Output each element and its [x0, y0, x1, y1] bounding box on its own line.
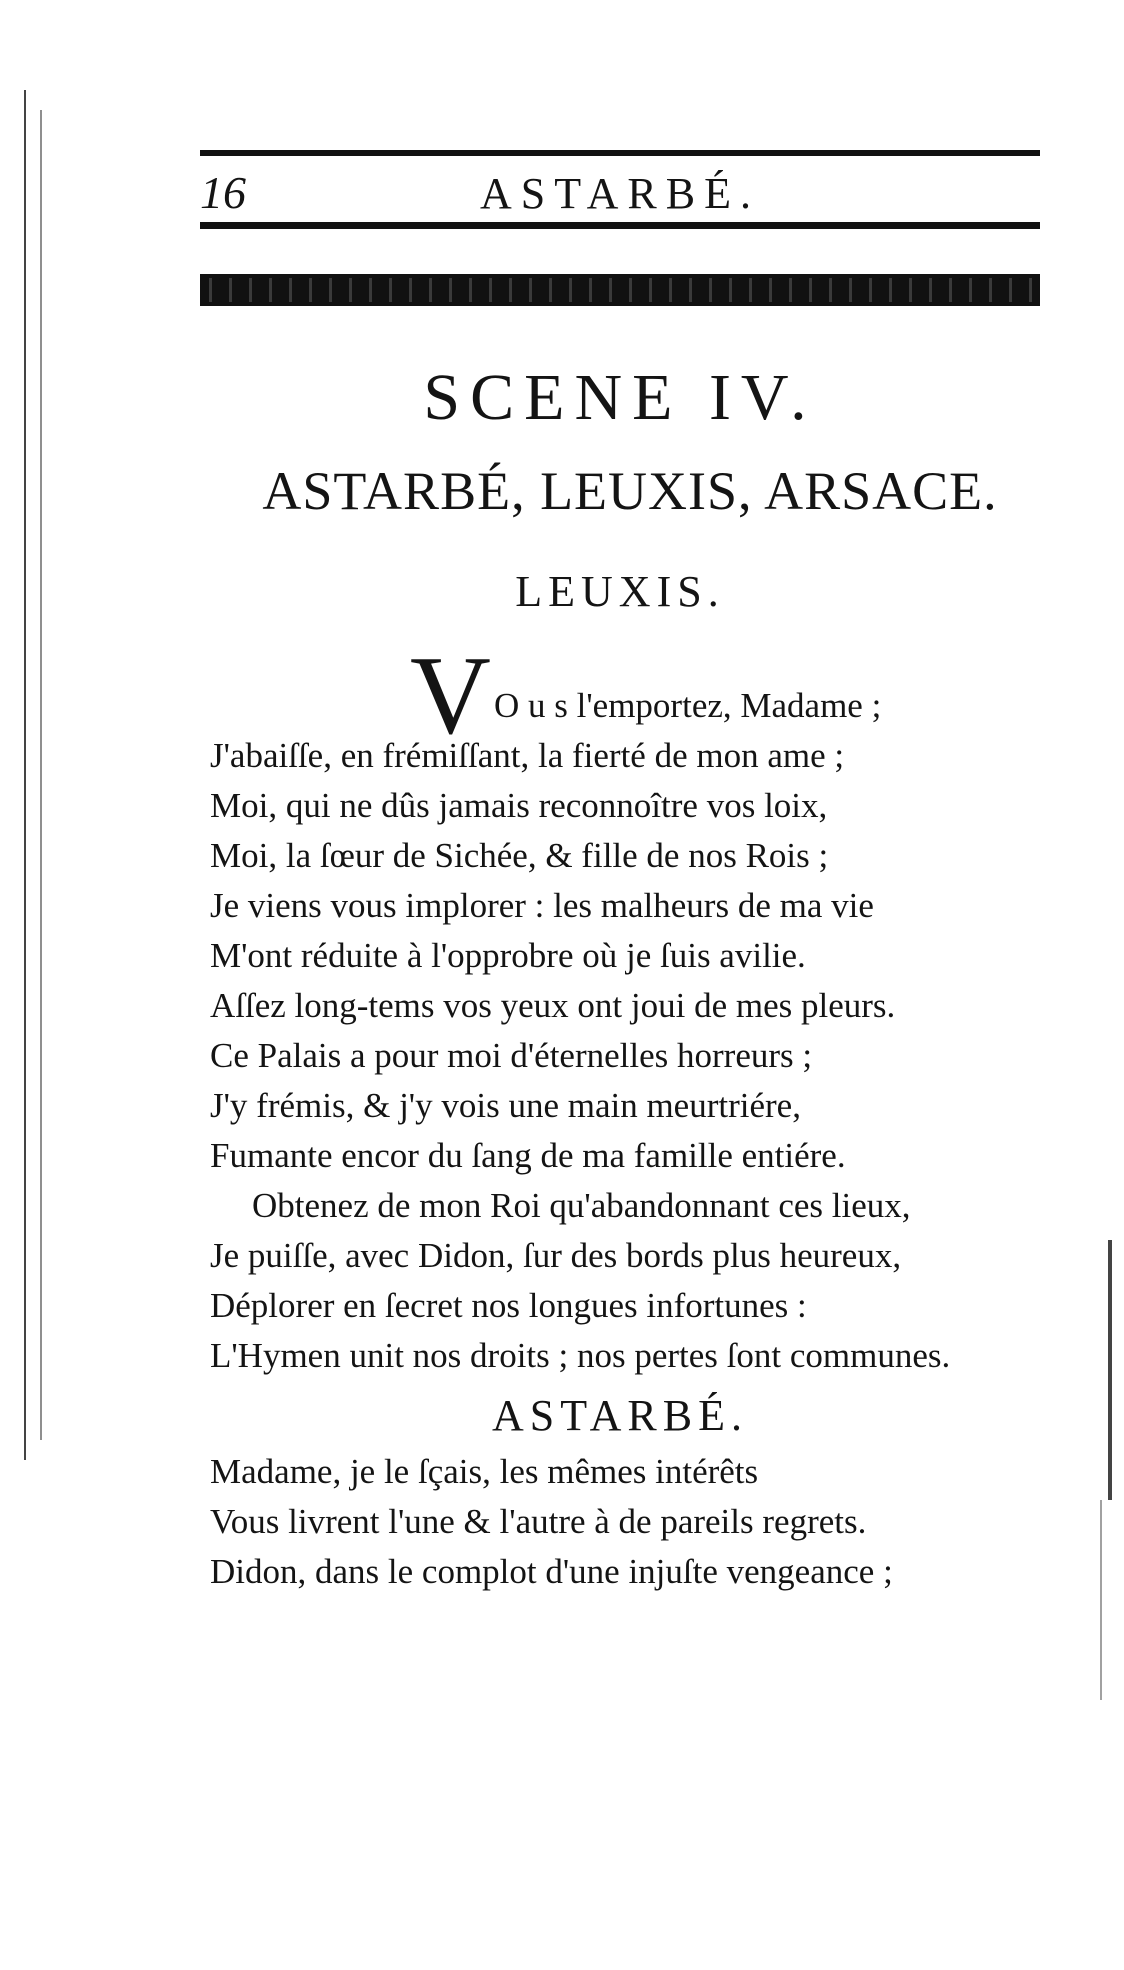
verse-line: Fumante encor du ſang de ma famille entiére. — [210, 1136, 846, 1175]
verse-line: J'y frémis, & j'y vois une main meurtriére, — [210, 1086, 801, 1125]
ornament-bottom-rule — [200, 302, 1040, 306]
ornamental-band — [200, 278, 1040, 302]
verse-line: M'ont réduite à l'opprobre où je ſuis avilie. — [210, 936, 806, 975]
verse-line: Madame, je le ſçais, les mêmes intérêts — [210, 1452, 759, 1491]
verse-line: L'Hymen unit nos droits ; nos pertes ſont communes. — [210, 1336, 951, 1375]
speaker-name: LEUXIS. — [515, 567, 725, 616]
verse-line: Aſſez long-tems vos yeux ont joui de mes pleurs. — [210, 986, 896, 1025]
verse-line: Moi, la ſœur de Sichée, & fille de nos Rois ; — [210, 836, 829, 875]
running-head — [200, 166, 1040, 226]
scan-edge-line — [1100, 1500, 1102, 1700]
scan-edge-line — [24, 90, 26, 1460]
scan-edge-line — [1108, 1240, 1112, 1500]
speaker-name: ASTARBÉ. — [492, 1391, 748, 1440]
verse-line: Didon, dans le complot d'une injuſte vengeance ; — [210, 1552, 893, 1591]
scan-edge-line — [40, 110, 42, 1440]
scene-characters: ASTARBÉ, LEUXIS, ARSACE. — [262, 461, 998, 521]
verse-line: Je puiſſe, avec Didon, ſur des bords plus heureux, — [210, 1236, 902, 1275]
verse-line: Je viens vous implorer : les malheurs de ma vie — [210, 886, 874, 925]
verse-line: Déplorer en ſecret nos longues infortunes : — [210, 1286, 807, 1325]
verse-line: O u s l'emportez, Madame ; — [494, 686, 882, 725]
verse-line: J'abaiſſe, en frémiſſant, la fierté de mon ame ; — [210, 736, 845, 775]
verse-line: Moi, qui ne dûs jamais reconnoître vos loix, — [210, 786, 828, 825]
scene-title: SCENE IV. — [423, 361, 817, 434]
verse-line: Vous livrent l'une & l'autre à de pareils regrets. — [210, 1502, 867, 1541]
verse-line: Obtenez de mon Roi qu'abandonnant ces lieux, — [252, 1186, 911, 1225]
page-number: 16 — [200, 167, 246, 218]
drop-cap: V — [410, 634, 491, 758]
verse-line: Ce Palais a pour moi d'éternelles horreurs ; — [210, 1036, 813, 1075]
header-bottom-rule — [200, 222, 1040, 229]
running-title: ASTARBÉ. — [480, 169, 760, 218]
top-rule — [200, 150, 1040, 156]
